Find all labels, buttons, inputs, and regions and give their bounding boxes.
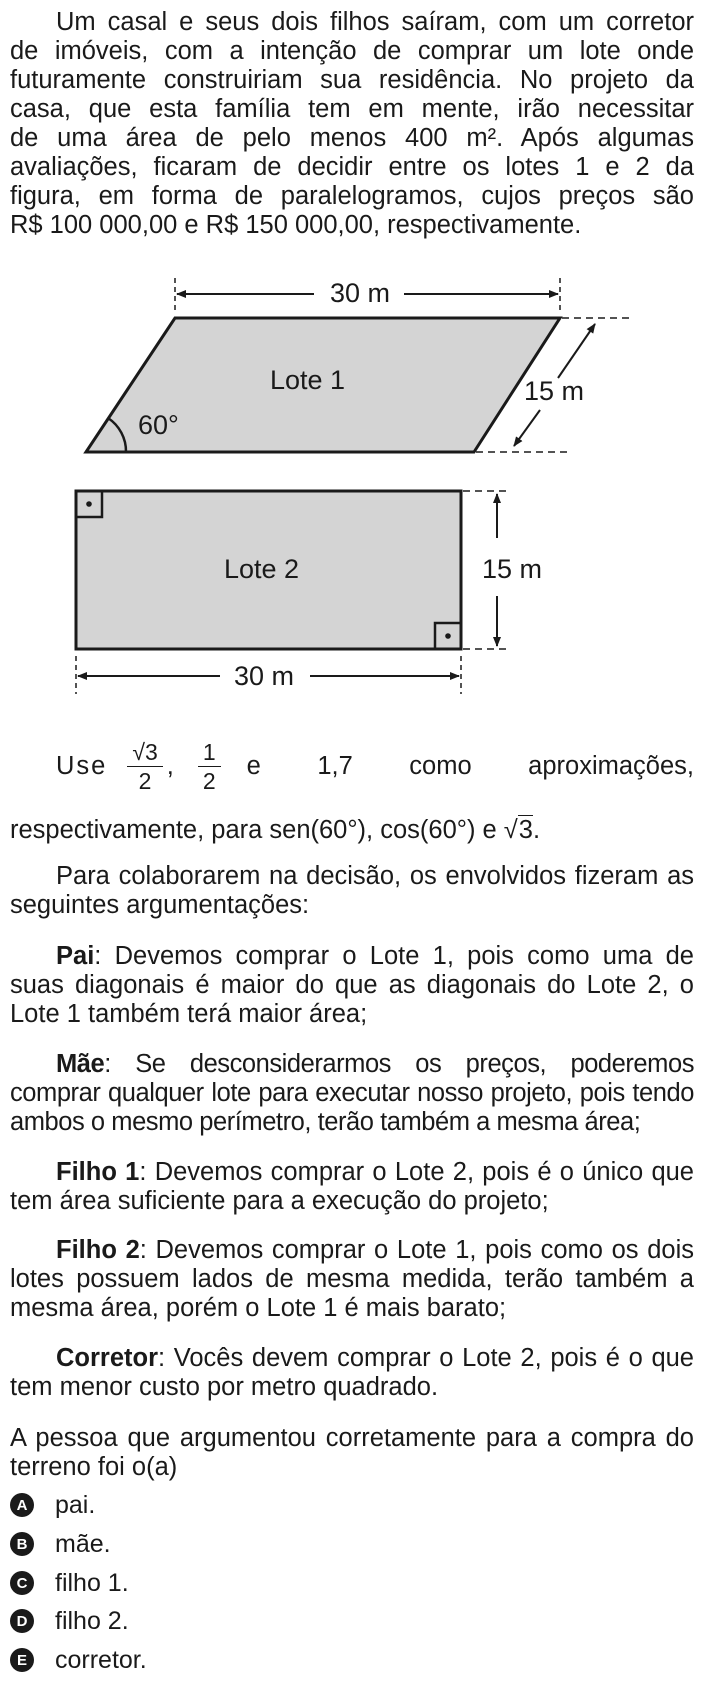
option-letter-a-icon: A — [10, 1493, 34, 1517]
intro-line: figura, em forma de paralelogramos, cujos preços são — [10, 182, 694, 210]
option-e[interactable] — [10, 1645, 147, 1675]
argument-mae: Mãe: Se desconsiderarmos os preços, poderemos comprar qualquer lote para executar nosso projeto, pois tendo ambos o mesmo perímetro, terão também a mesma área; — [10, 1050, 694, 1136]
argument-corretor: Corretor: Vocês devem comprar o Lote 2, pois é o que tem menor custo por metro quadrado. — [10, 1344, 694, 1401]
approx-use: Use — [56, 751, 108, 780]
sqrt-symbol: √ — [503, 816, 518, 844]
fraction-sqrt3-over-2: $\frac{√3}{2}$ — [127, 738, 162, 795]
intro-line: de imóveis, com a intenção de comprar um lote onde — [10, 37, 694, 65]
lote1-side-dim-arrow-down — [514, 410, 540, 446]
approx-line-2: respectivamente, para sen(60°), cos(60°) e √3. — [10, 816, 541, 844]
option-letter-d-icon: D — [10, 1609, 34, 1633]
option-letter-b-icon: B — [10, 1532, 34, 1556]
intro-line: avaliações, ficaram de decidir entre os lotes 1 e 2 da — [10, 153, 694, 181]
option-c-text: filho 1. — [55, 1568, 129, 1597]
lote1-label: Lote 1 — [270, 365, 346, 395]
option-b-text: mãe. — [55, 1529, 111, 1558]
lote2-label: Lote 2 — [224, 554, 300, 584]
approx-line-1 — [10, 733, 694, 799]
lote1-side-dim: 15 m — [524, 376, 585, 406]
lote1-side-dim-arrow-up — [558, 324, 595, 378]
option-d-text: filho 2. — [55, 1606, 129, 1635]
option-b[interactable] — [10, 1529, 111, 1559]
intro-line: R$ 100 000,00 e R$ 150 000,00, respectivamente. — [10, 211, 582, 239]
collab-paragraph: Para colaborarem na decisão, os envolvidos fizeram as seguintes argumentações: — [10, 862, 694, 919]
option-letter-e-icon: E — [10, 1648, 34, 1672]
lote1-top-dim: 30 m — [330, 278, 391, 308]
option-e-text: corretor. — [55, 1645, 147, 1674]
argument-pai: Pai: Devemos comprar o Lote 1, pois como uma de suas diagonais é maior do que as diagonais do Lote 2, o Lote 1 também terá maior área; — [10, 942, 694, 1028]
option-a-text: pai. — [55, 1490, 96, 1519]
fraction-1-over-2: $\frac{1}{2}$ — [198, 738, 221, 795]
intro-line: Um casal e seus dois filhos saíram, com um corretor — [56, 8, 694, 36]
option-letter-c-icon: C — [10, 1571, 34, 1595]
lots-figure — [0, 0, 705, 700]
approx-rest: e 1,7 como aproximações, — [246, 751, 694, 780]
option-d[interactable] — [10, 1606, 129, 1636]
argument-filho-2: Filho 2: Devemos comprar o Lote 1, pois como os dois lotes possuem lados de mesma medida, terão também a mesma área, porém o Lote 1 é mais barato; — [10, 1236, 694, 1322]
intro-line: de uma área de pelo menos 400 m². Após algumas — [10, 124, 694, 152]
intro-line: casa, que esta família tem em mente, irão necessitar — [10, 95, 694, 123]
option-c[interactable] — [10, 1568, 129, 1598]
intro-line: futuramente construiriam sua residência. No projeto da — [10, 66, 694, 94]
approx-separator: , — [166, 751, 174, 780]
argument-filho-1: Filho 1: Devemos comprar o Lote 2, pois é o único que tem área suficiente para a execução do projeto; — [10, 1158, 694, 1215]
sqrt-3: 3 — [518, 816, 533, 844]
option-a[interactable] — [10, 1490, 95, 1520]
lote2-bottom-dim: 30 m — [234, 661, 295, 691]
lote2-side-dim: 15 m — [482, 554, 543, 584]
question-stem: A pessoa que argumentou corretamente para a compra do terreno foi o(a) — [10, 1424, 694, 1481]
lote1-angle-label: 60° — [138, 410, 179, 440]
